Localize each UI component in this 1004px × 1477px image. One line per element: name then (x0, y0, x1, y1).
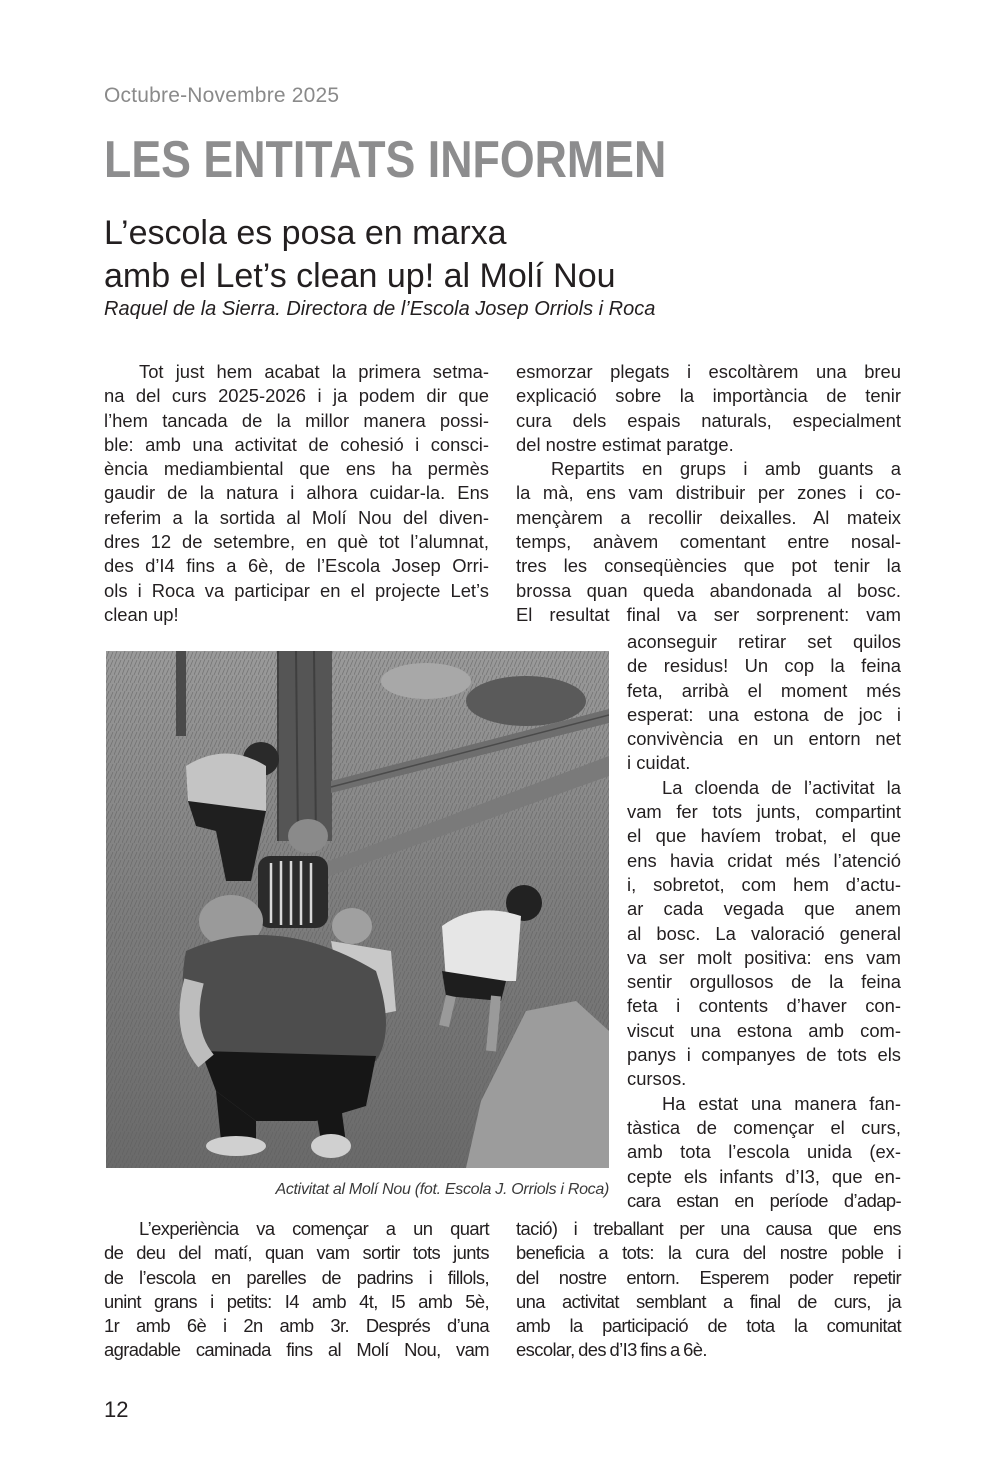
text-line: feta, arribà el moment més (627, 679, 901, 701)
text-line: ols i Roca va participar en el projecte Let’s (104, 579, 489, 601)
text-line: el que havíem trobat, el que (627, 825, 901, 847)
text-line: esperat: una estona de joc i (627, 703, 901, 725)
text-line: gaudir de la natura i alhora cuidar-la. Ens (104, 482, 489, 504)
column-1-top (104, 360, 489, 627)
text-line: de l’escola en parelles de padrins i fillols, (104, 1266, 489, 1288)
text-line: tació) i treballant per una causa que ens (516, 1218, 901, 1239)
text-line: La cloenda de l’activitat la (662, 776, 901, 798)
text-line: ar cada vegada que anem (627, 898, 901, 920)
headline-line-2: amb el Let’s clean up! al Molí Nou (104, 257, 616, 295)
text-line: ble: amb una activitat de cohesió i consci- (104, 433, 489, 455)
text-line: i, sobretot, com hem d’actu- (627, 873, 901, 895)
text-line: va ser molt positiva: ens vam (627, 946, 901, 968)
text-line: Repartits en grups i amb guants a (551, 458, 901, 480)
text-line: L’experiència va començar a un quart (139, 1218, 489, 1239)
text-line: beneficia a tots: la cura del nostre poble i (516, 1242, 901, 1264)
text-line: la mà, ens vam distribuir per zones i co- (516, 482, 901, 504)
text-line: de deu del matí, quan vam sortir tots junts (104, 1242, 489, 1264)
article-byline: Raquel de la Sierra. Directora de l’Escola Josep Orriols i Roca (104, 298, 656, 320)
text-line: esmorzar plegats i escoltàrem una breu (516, 361, 901, 382)
article-photo (106, 651, 609, 1168)
text-line: amb tota l’escola unida (ex- (627, 1141, 901, 1163)
text-line: ens havia cridat més l’atenció (627, 849, 901, 871)
text-line: aconseguir retirar set quilos (627, 631, 901, 652)
text-line: panys i companyes de tots els (627, 1044, 901, 1066)
text-line: agradable caminada fins al Molí Nou, vam (104, 1339, 489, 1361)
text-line: explicació sobre la importància de tenir (516, 385, 901, 407)
column-2-top (516, 360, 901, 627)
text-line: cepte els infants d’I3, que en- (627, 1165, 901, 1187)
text-line: brossa quan queda abandonada al bosc. (516, 579, 901, 601)
issue-date: Octubre-Novembre 2025 (104, 84, 340, 107)
page-number: 12 (104, 1397, 129, 1422)
text-line: convivència en un entorn net (627, 728, 901, 750)
column-2-narrow (627, 630, 901, 1213)
text-line: El resultat final va ser sorprenent: vam (516, 603, 901, 625)
text-line: mençàrem a recollir deixalles. Al mateix (516, 506, 901, 528)
forest-cleanup-photo (106, 651, 609, 1168)
text-line: tres les conseqüències que pot tenir la (516, 555, 901, 577)
column-1-bottom (104, 1217, 489, 1363)
text-line: Ha estat una manera fan- (662, 1092, 901, 1114)
text-line: tàstica de començar el curs, (627, 1116, 901, 1138)
text-line: cara estan en període d’adap- (627, 1189, 901, 1211)
text-line: Tot just hem acabat la primera setma- (139, 361, 489, 382)
text-line: de residus! Un cop la feina (627, 655, 901, 677)
text-line: i cuidat. (627, 752, 691, 774)
text-line: ència mediambiental que ens ha permès (104, 458, 489, 480)
text-line: unint grans i petits: I4 amb 4t, I5 amb 5è, (104, 1290, 489, 1312)
headline-line-1: L’escola es posa en marxa (104, 214, 507, 252)
text-line: sentir orgullosos de la feina (627, 971, 901, 993)
text-line: l’hem tancada de la millor manera possi- (104, 409, 489, 431)
text-line: escolar, des d’I3 fins a 6è. (516, 1339, 707, 1361)
text-line: temps, anàvem comentant entre nosal- (516, 531, 901, 553)
section-title: LES ENTITATS INFORMEN (104, 131, 667, 189)
column-2-bottom (516, 1217, 901, 1363)
text-line: viscut una estona amb com- (627, 1019, 901, 1041)
text-line: clean up! (104, 603, 179, 625)
text-line: dres 12 de setembre, en què tot l’alumnat, (104, 531, 489, 553)
text-line: des d’I4 fins a 6è, de l’Escola Josep Orri- (104, 555, 489, 577)
text-line: cursos. (627, 1068, 687, 1090)
text-line: na del curs 2025-2026 i ja podem dir que (104, 385, 489, 407)
article-headline (104, 212, 616, 298)
text-line: una activitat semblant a final de curs, ja (516, 1290, 901, 1312)
text-line: del nostre estimat paratge. (516, 433, 734, 455)
text-line: al bosc. La valoració general (627, 922, 901, 944)
text-line: feta i contents d’haver con- (627, 995, 901, 1017)
photo-caption: Activitat al Molí Nou (fot. Escola J. Orriols i Roca) (275, 1181, 609, 1198)
text-line: vam fer tots junts, compartint (627, 801, 901, 823)
text-line: 1r amb 6è i 2n amb 3r. Després d’una (104, 1315, 489, 1337)
text-line: amb la participació de tota la comunitat (516, 1315, 901, 1337)
text-line: referim a la sortida al Molí Nou del diven- (104, 506, 489, 528)
text-line: del nostre entorn. Esperem poder repetir (516, 1266, 901, 1288)
text-line: cura dels espais naturals, especialment (516, 409, 901, 431)
